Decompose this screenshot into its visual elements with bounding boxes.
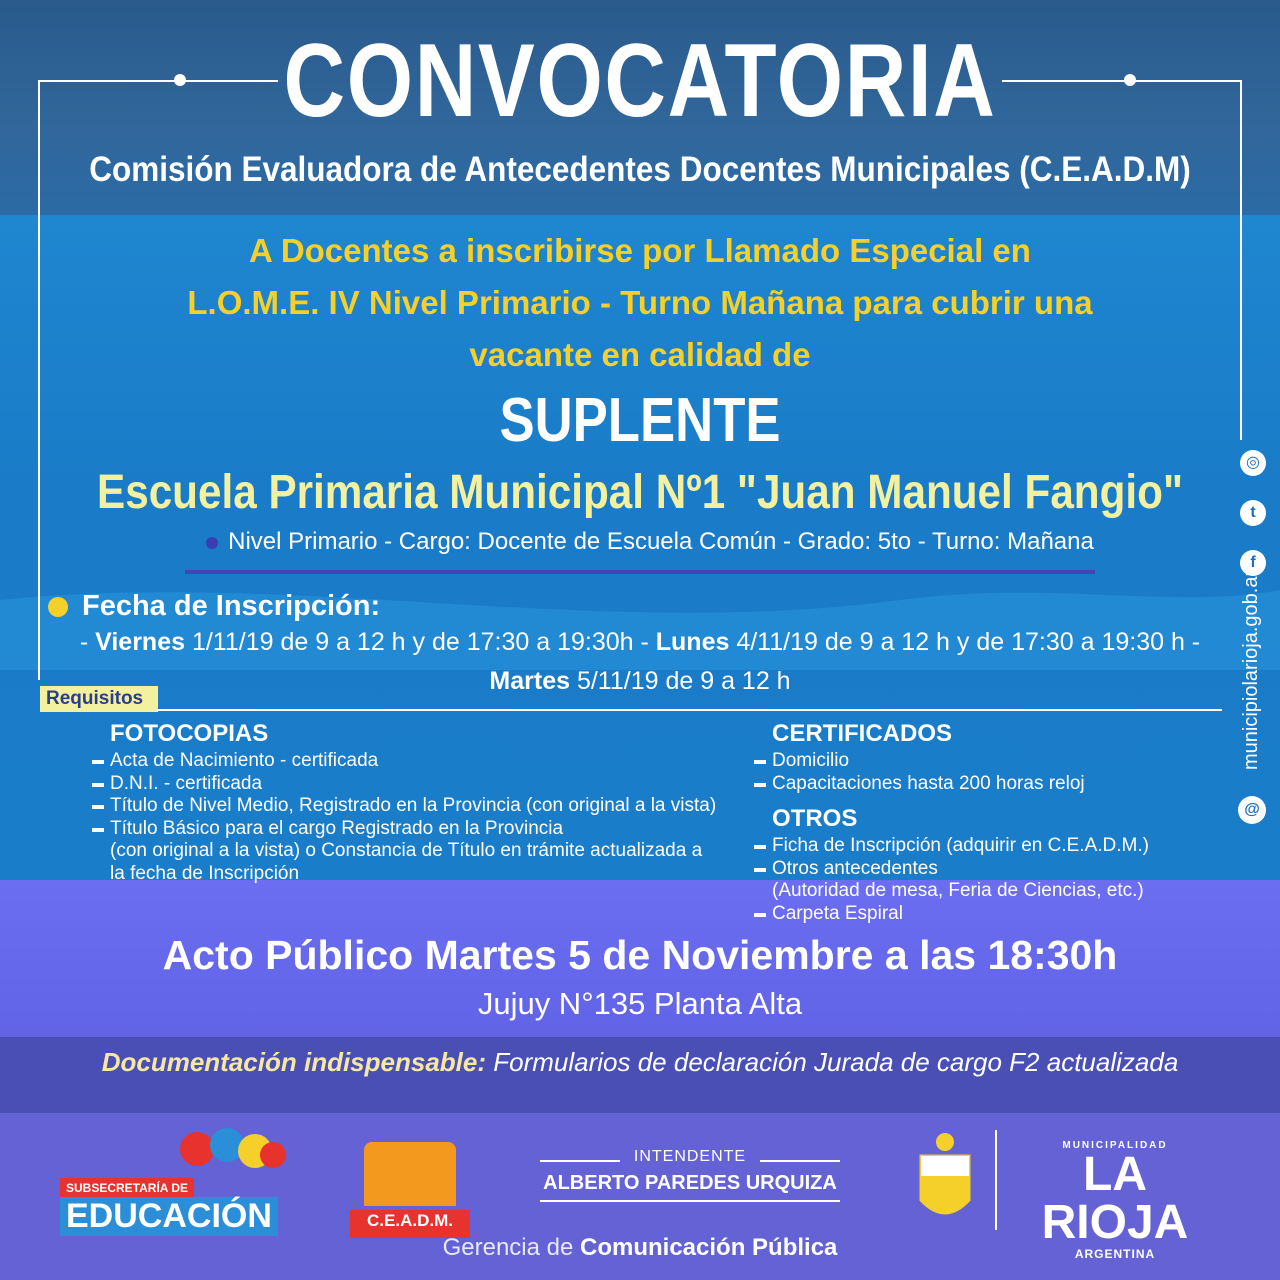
day-viernes: Viernes (95, 628, 186, 656)
school-house-icon (364, 1142, 456, 1206)
rioja-name: LA RIOJA (1041, 1148, 1189, 1249)
list-item: Capacitaciones hasta 200 horas reloj (752, 773, 1192, 796)
position-details (190, 528, 1110, 556)
acto-publico-title: Acto Público Martes 5 de Noviembre a las 18:30h (162, 932, 1118, 978)
website-link[interactable]: municipiolarioja.gob.ar (1240, 569, 1262, 770)
list-item: Domicilio (752, 750, 1192, 773)
figure-icon (260, 1142, 286, 1168)
day-martes: Martes (489, 667, 571, 695)
rioja-municipalidad: MUNICIPALIDAD (1062, 1140, 1168, 1151)
list-item: Carpeta Espiral (752, 903, 1192, 926)
facebook-icon[interactable]: f (1240, 550, 1266, 576)
inscription-dates-line-1 (0, 628, 1280, 657)
list-item-continuation: (Autoridad de mesa, Feria de Ciencias, etc.) (772, 880, 1144, 901)
frame-left (38, 80, 40, 680)
logo-divider (995, 1130, 997, 1230)
page-title: CONVOCATORIA (283, 23, 997, 139)
educacion-logo-top: SUBSECRETARÍA DE (60, 1178, 194, 1198)
list-item: D.N.I. - certificada (90, 773, 730, 796)
list-item-continuation: (con original a la vista) o Constancia de Título en trámite actualizada a (110, 840, 703, 861)
position-details-text: Nivel Primario - Cargo: Docente de Escuela Común - Grado: 5to - Turno: Mañana (228, 528, 1094, 555)
role-title: SUPLENTE (499, 386, 781, 455)
certificados-column (752, 720, 1192, 925)
educacion-logo (60, 1128, 285, 1233)
list-item: Acta de Nacimiento - certificada (90, 750, 730, 773)
fotocopias-heading: FOTOCOPIAS (110, 720, 269, 747)
rioja-country: ARGENTINA (1074, 1247, 1156, 1261)
page-subtitle: Comisión Evaluadora de Antecedentes Docentes Municipales (C.E.A.D.M) (89, 150, 1191, 189)
frame-right (1240, 80, 1242, 440)
intendente-title: INTENDENTE (633, 1148, 747, 1165)
globe-icon[interactable]: @ (1238, 796, 1266, 824)
acto-publico-address: Jujuy N°135 Planta Alta (477, 986, 803, 1021)
list-item: Título de Nivel Medio, Registrado en la Provincia (con original a la vista) (90, 795, 730, 818)
dates-prefix: - (79, 628, 96, 656)
ceadm-logo (350, 1122, 470, 1240)
yellow-bullet-icon (48, 597, 68, 617)
requirements-tag: Requisitos (40, 686, 158, 712)
documentation-label: Documentación indispensable: (101, 1047, 487, 1077)
dates-lunes: 4/11/19 de 9 a 12 h y de 17:30 a 19:30 h - (729, 628, 1201, 656)
gerencia-prefix: Gerencia de (442, 1234, 581, 1261)
bullet-icon (206, 537, 218, 549)
list-item-continuation: la fecha de Inscripción (110, 862, 300, 884)
gerencia-bold: Comunicación Pública (580, 1234, 838, 1261)
list-item: Otros antecedentes (752, 858, 1192, 881)
intro-line-1: A Docentes a inscribirse por Llamado Especial en (249, 232, 1031, 269)
instagram-icon[interactable]: ◎ (1240, 450, 1266, 476)
inscription-dates-line-2 (0, 667, 1280, 696)
ceadm-logo-label: C.E.A.D.M. (350, 1210, 470, 1238)
intro-text (140, 225, 1140, 381)
educacion-logo-main: EDUCACIÓN (60, 1197, 278, 1236)
intendente-name: ALBERTO PAREDES URQUIZA (543, 1172, 837, 1194)
requirements-divider (156, 709, 1222, 711)
list-item: Título Básico para el cargo Registrado en la Provincia (90, 818, 730, 841)
documentation-note (0, 1047, 1280, 1078)
intro-line-2: L.O.M.E. IV Nivel Primario - Turno Mañana para cubrir una (187, 284, 1093, 321)
otros-heading: OTROS (772, 805, 858, 832)
coat-of-arms-icon (915, 1130, 975, 1226)
details-underline (185, 570, 1095, 574)
dates-martes: 5/11/19 de 9 a 12 h (570, 667, 791, 695)
gerencia-credit (0, 1234, 1280, 1262)
documentation-text: Formularios de declaración Jurada de cargo F2 actualizada (486, 1047, 1179, 1077)
twitter-icon[interactable]: t (1240, 500, 1266, 526)
dates-viernes: 1/11/19 de 9 a 12 h y de 17:30 a 19:30h - (185, 628, 656, 656)
inscription-heading-text: Fecha de Inscripción: (82, 590, 381, 622)
day-lunes: Lunes (655, 628, 730, 656)
intendente-block (540, 1148, 840, 1195)
list-item: Ficha de Inscripción (adquirir en C.E.A.D.M.) (752, 835, 1192, 858)
inscription-heading (48, 590, 380, 623)
fotocopias-column (90, 720, 730, 885)
intendente-underline (540, 1200, 840, 1202)
school-name: Escuela Primaria Municipal Nº1 "Juan Manuel Fangio" (97, 466, 1183, 519)
figure-icon (180, 1132, 214, 1166)
certificados-heading: CERTIFICADOS (772, 720, 952, 747)
intro-line-3: vacante en calidad de (469, 336, 811, 373)
